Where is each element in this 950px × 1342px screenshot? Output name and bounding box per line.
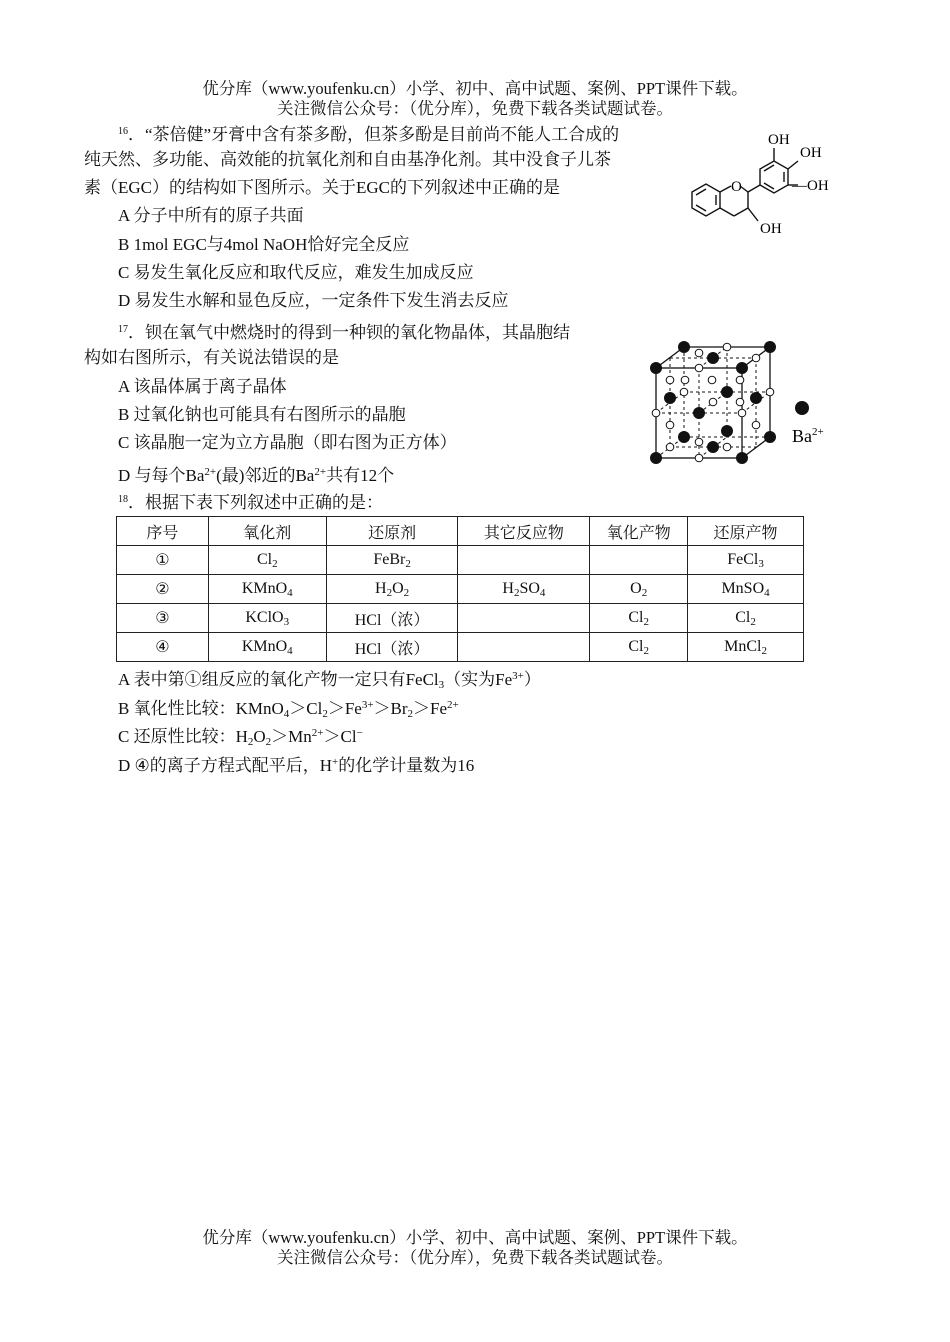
cell-sub: 4 bbox=[764, 586, 770, 599]
q17-d-text-1: D 与每个Ba bbox=[118, 466, 205, 485]
reaction-table bbox=[116, 516, 804, 662]
col-header-reductant: 还原剂 bbox=[326, 517, 458, 546]
q17-d-sup-2: 2+ bbox=[314, 466, 327, 478]
footer-line-2: 关注微信公众号：（优分库），免费下载各类试题试卷。 bbox=[277, 1248, 673, 1267]
q18-b-text-5: ＞Fe bbox=[413, 699, 448, 718]
q18-b-text-4: ＞Br bbox=[373, 699, 408, 718]
q18-b-text-1: B 氧化性比较：KMnO bbox=[118, 699, 284, 718]
cell-text: Cl bbox=[256, 550, 273, 568]
q18-b-sub-3: 2 bbox=[407, 708, 414, 720]
cell-sub: 2 bbox=[761, 644, 767, 657]
q16-option-c: C 易发生氧化反应和取代反应，难发生加成反应 bbox=[118, 263, 474, 282]
cell-text: SO bbox=[519, 579, 540, 597]
cell-other bbox=[458, 546, 590, 575]
q18-d-text-1: D ④的离子方程式配平后，H bbox=[118, 756, 333, 775]
table-header-row bbox=[117, 517, 804, 546]
q18-c-sub-2: 2 bbox=[265, 736, 272, 748]
ba-ion-symbol: Ba bbox=[792, 426, 812, 446]
cell-red-product bbox=[688, 546, 804, 575]
q17-d-text-2: (最)邻近的Ba bbox=[216, 466, 315, 485]
cell-text: MnSO bbox=[721, 579, 765, 597]
q18-option-a bbox=[118, 665, 541, 696]
ba-ion-legend-label bbox=[792, 426, 824, 446]
col-header-red-product: 还原产物 bbox=[688, 517, 804, 546]
cell-sub: 3 bbox=[758, 557, 764, 570]
q18-option-c bbox=[118, 722, 363, 753]
cell-text: KMnO bbox=[241, 579, 288, 597]
cell-other bbox=[458, 575, 590, 604]
cell-text: KClO bbox=[245, 608, 284, 626]
cell-sub: 2 bbox=[750, 615, 756, 628]
q18-c-sub-1: 2 bbox=[247, 736, 254, 748]
q17-d-text-3: 共有12个 bbox=[326, 466, 395, 485]
q18-d-text-2: 的化学计量数为16 bbox=[338, 756, 475, 775]
q17-option-d bbox=[118, 461, 394, 487]
q16-line-1 bbox=[118, 121, 619, 146]
cell-reductant bbox=[326, 575, 458, 604]
cell-sub: 2 bbox=[386, 586, 393, 599]
cell-sub: 2 bbox=[513, 586, 520, 599]
table-row bbox=[117, 546, 804, 575]
q16-text-1: ．“茶倍健”牙膏中含有茶多酚，但茶多酚是目前尚不能人工合成的 bbox=[128, 125, 620, 144]
header-line-1: 优分库（www.youfenku.cn）小学、初中、高中试题、案例、PPT课件下载。 bbox=[202, 79, 748, 98]
cell-no: ③ bbox=[117, 604, 209, 633]
cell-sub: 2 bbox=[643, 644, 649, 657]
cell-text: KMnO bbox=[241, 637, 288, 655]
q18-c-sup-1: 2+ bbox=[311, 727, 324, 739]
q17-option-c: C 该晶胞一定为立方晶胞（即右图为正方体） bbox=[118, 433, 457, 452]
q16-option-a: A 分子中所有的原子共面 bbox=[118, 206, 304, 225]
q17-number: 17 bbox=[118, 324, 128, 335]
cell-reductant: HCl（浓） bbox=[326, 604, 458, 633]
q18-a-text-3: ） bbox=[523, 670, 541, 689]
table-row bbox=[117, 575, 804, 604]
cell-sub: 4 bbox=[539, 586, 546, 599]
cell-oxidant bbox=[208, 604, 326, 633]
cell-text: Cl bbox=[735, 608, 751, 626]
cell-text: FeBr bbox=[373, 550, 406, 568]
ba-ion-legend-dot bbox=[795, 401, 809, 415]
cell-sub: 3 bbox=[283, 615, 290, 628]
cell-oxidant bbox=[208, 633, 326, 662]
q18-option-d bbox=[118, 751, 474, 777]
col-header-ox-product: 氧化产物 bbox=[590, 517, 688, 546]
q17-text-1: ．钡在氧气中燃烧时的得到一种钡的氧化物晶体，其晶胞结 bbox=[128, 323, 570, 342]
egc-oh-top: OH bbox=[768, 132, 790, 148]
cell-text: Cl bbox=[628, 637, 644, 655]
table-row bbox=[117, 604, 804, 633]
q16-option-d: D 易发生水解和显色反应，一定条件下发生消去反应 bbox=[118, 291, 509, 310]
egc-ring-oxygen: O bbox=[731, 179, 742, 195]
cell-reductant bbox=[326, 546, 458, 575]
cell-ox-product bbox=[590, 546, 688, 575]
cell-sub: 2 bbox=[403, 586, 410, 599]
cell-red-product bbox=[688, 633, 804, 662]
cell-sub: 4 bbox=[287, 586, 293, 599]
cell-ox-product bbox=[590, 604, 688, 633]
crystal-cell-figure bbox=[640, 330, 840, 475]
col-header-no: 序号 bbox=[117, 517, 209, 546]
q18-a-sub: 3 bbox=[438, 679, 445, 691]
cell-no: ④ bbox=[117, 633, 209, 662]
q16-line-2: 纯天然、多功能、高效能的抗氧化剂和自由基净化剂。其中没食子儿茶 bbox=[84, 150, 611, 169]
q18-b-text-2: ＞Cl bbox=[289, 699, 323, 718]
header-line-2: 关注微信公众号：（优分库），免费下载各类试题试卷。 bbox=[277, 99, 673, 118]
cell-other bbox=[458, 604, 590, 633]
q18-option-b bbox=[118, 694, 459, 725]
col-header-other: 其它反应物 bbox=[458, 517, 590, 546]
cell-red-product bbox=[688, 604, 804, 633]
col-header-oxidant: 氧化剂 bbox=[208, 517, 326, 546]
cell-no: ① bbox=[117, 546, 209, 575]
q18-a-text-1: A 表中第①组反应的氧化产物一定只有FeCl bbox=[118, 670, 439, 689]
q17-d-sup-1: 2+ bbox=[204, 466, 217, 478]
cell-text: O bbox=[630, 579, 642, 597]
table-row bbox=[117, 633, 804, 662]
q18-c-sup-2: − bbox=[356, 727, 363, 739]
q18-b-sub-1: 4 bbox=[283, 708, 290, 720]
q17-line-2: 构如右图所示，有关说法错误的是 bbox=[84, 348, 339, 367]
cell-text: H bbox=[375, 579, 387, 597]
cell-text: H bbox=[502, 579, 514, 597]
q18-a-text-2: （实为Fe bbox=[444, 670, 513, 689]
q18-b-sub-2: 2 bbox=[322, 708, 328, 720]
q16-number: 16 bbox=[118, 126, 128, 137]
cell-oxidant bbox=[208, 575, 326, 604]
q17-option-b: B 过氧化钠也可能具有右图所示的晶胞 bbox=[118, 405, 406, 424]
cell-text: O bbox=[392, 579, 404, 597]
egc-oh-bottom: OH bbox=[760, 221, 782, 237]
ba-ion-charge: 2+ bbox=[812, 426, 824, 438]
q18-text-1: ．根据下表下列叙述中正确的是： bbox=[128, 493, 383, 512]
q18-b-text-3: ＞Fe bbox=[327, 699, 362, 718]
footer-line-1: 优分库（www.youfenku.cn）小学、初中、高中试题、案例、PPT课件下载。 bbox=[202, 1228, 748, 1247]
q18-b-sup-1: 3+ bbox=[361, 699, 374, 711]
q18-c-text-1: C 还原性比较：H bbox=[118, 727, 248, 746]
q16-option-b: B 1mol EGC与4mol NaOH恰好完全反应 bbox=[118, 235, 410, 254]
cell-sub: 2 bbox=[272, 557, 278, 570]
q18-d-sup: + bbox=[332, 756, 339, 768]
cell-sub: 2 bbox=[643, 615, 649, 628]
q17-line-1 bbox=[118, 319, 570, 344]
cell-red-product bbox=[688, 575, 804, 604]
cell-text: Cl bbox=[628, 608, 644, 626]
cell-sub: 2 bbox=[641, 586, 648, 599]
q18-number: 18 bbox=[118, 494, 128, 505]
egc-structure-figure bbox=[680, 126, 850, 241]
cell-text: MnCl bbox=[724, 637, 762, 655]
cell-sub: 4 bbox=[287, 644, 293, 657]
q18-line-1 bbox=[118, 489, 383, 514]
q18-c-text-4: ＞Cl bbox=[323, 727, 357, 746]
cell-oxidant bbox=[208, 546, 326, 575]
q17-option-a: A 该晶体属于离子晶体 bbox=[118, 377, 287, 396]
q18-c-text-3: ＞Mn bbox=[271, 727, 312, 746]
egc-oh-right: —OH bbox=[792, 178, 829, 194]
q16-line-3: 素（EGC）的结构如下图所示。关于EGC的下列叙述中正确的是 bbox=[84, 178, 560, 197]
cell-ox-product bbox=[590, 575, 688, 604]
cell-sub: 2 bbox=[405, 557, 411, 570]
q18-a-sup: 3+ bbox=[512, 670, 524, 682]
cell-text: FeCl bbox=[727, 550, 759, 568]
cell-ox-product bbox=[590, 633, 688, 662]
cell-reductant: HCl（浓） bbox=[326, 633, 458, 662]
q18-b-sup-2: 2+ bbox=[447, 699, 459, 711]
cell-no: ② bbox=[117, 575, 209, 604]
cell-other bbox=[458, 633, 590, 662]
q18-c-text-2: O bbox=[253, 727, 266, 746]
egc-oh-upper-right: OH bbox=[800, 145, 822, 161]
